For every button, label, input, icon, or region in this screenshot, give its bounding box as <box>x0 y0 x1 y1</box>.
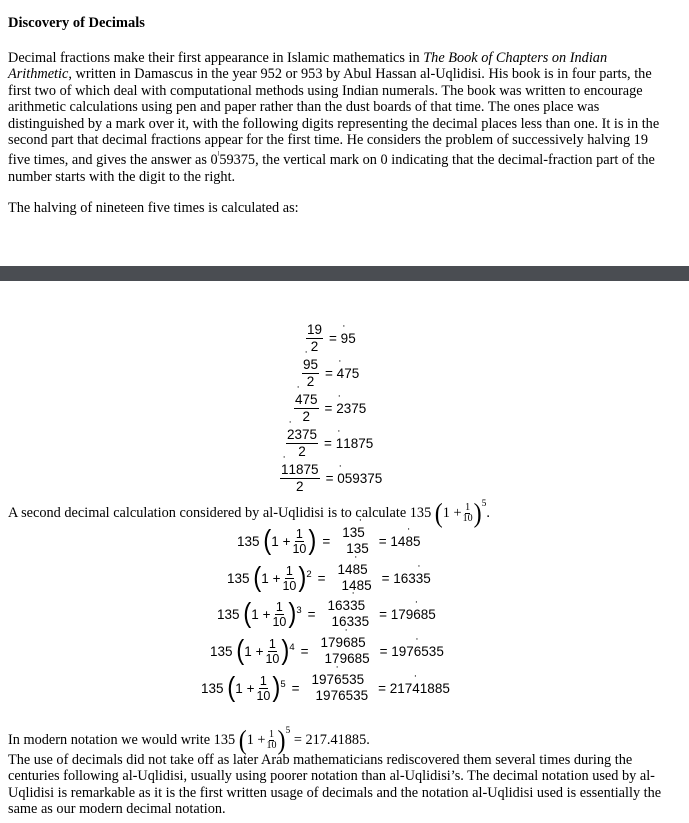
intro-text-1: Decimal fractions make their first appearance in Islamic mathematics in <box>8 50 424 66</box>
halving-denominator: 2 <box>310 339 319 354</box>
halving-result: = ˙ 95 <box>329 331 356 346</box>
base-value: 135 <box>227 570 250 586</box>
page-title: Discovery of Decimals <box>8 15 145 31</box>
close-paren: ) <box>272 671 281 703</box>
halving-fraction <box>286 427 318 460</box>
intro-paragraph <box>8 50 673 185</box>
halving-numerator: ˙ 475 <box>294 392 319 409</box>
halving-intro: The halving of nineteen five times is calculated as: <box>8 200 299 216</box>
one-tenth-fraction: $\frac{1}{10}$ <box>272 599 287 629</box>
compound-denominator: 179685 <box>324 651 370 666</box>
close-paren: ) <box>288 597 297 629</box>
closing-paragraph: The use of decimals did not take off as later Arab mathematicians rediscovered them several times during the centuries following al-Uqlidisi, usually using poorer notation than al-Uqlidisi’s. The decimal notation used by al-Uqlidisi is remarkable as it is the first written usage of decimals and the notation al-Uqlidisi used is essentially the same as our modern decimal notation. <box>8 752 662 818</box>
one-tenth-fraction: $\frac{1}{10}$ <box>282 563 297 593</box>
halving-step <box>280 462 382 495</box>
open-paren: ( <box>434 498 443 529</box>
base-value: 135 <box>237 533 260 549</box>
exponent: 5 <box>280 678 286 690</box>
halving-result: = ˙ 11875 <box>324 436 373 451</box>
compound-denominator: 1976535 <box>315 688 369 703</box>
compound-fraction <box>324 598 370 630</box>
halving-denominator: 2 <box>306 374 315 389</box>
one-tenth-fraction: $\frac{1}{10}$ <box>462 502 473 524</box>
book-title: The Book of Chapters on Indian Arithmetic <box>8 50 608 83</box>
modern-result: = 217.41885. <box>293 731 370 748</box>
halving-fraction <box>302 357 319 390</box>
separator-band <box>0 266 689 281</box>
compound-row <box>210 635 444 667</box>
one-plus: 1 + <box>235 680 255 696</box>
one-plus: 1 + <box>244 643 264 659</box>
modern-notation-line <box>8 725 370 756</box>
power-five: 5 <box>285 726 291 736</box>
halving-denominator: 2 <box>302 409 311 424</box>
halving-denominator: 2 <box>298 444 306 459</box>
equals-sign: = <box>317 570 326 586</box>
equals-sign: = <box>291 680 300 696</box>
compound-numerator: 179˙ 685 <box>320 635 367 651</box>
one-plus: 1 + <box>246 731 266 748</box>
answer-frac: 59375 <box>219 152 256 169</box>
equals-sign: = <box>322 533 331 549</box>
compound-fraction <box>338 525 369 557</box>
open-paren: ( <box>238 725 247 756</box>
base-value: 135 <box>201 680 224 696</box>
base-value: 135 <box>210 643 233 659</box>
equals-sign: = <box>300 643 309 659</box>
exponent: 2 <box>306 568 312 580</box>
compound-denominator: 1485 <box>341 578 372 593</box>
compound-row <box>237 525 420 557</box>
compound-result: = 14˙ 85 <box>379 534 421 549</box>
compound-result: = 163˙ 35 <box>382 571 431 586</box>
open-paren: ( <box>227 671 236 703</box>
halving-step <box>302 357 359 390</box>
halving-numerator: ˙ 95 <box>302 357 319 374</box>
one-tenth-fraction: $\frac{1}{10}$ <box>292 526 307 556</box>
one-tenth-fraction: $\frac{1}{10}$ <box>265 636 280 666</box>
close-paren: ) <box>281 634 290 666</box>
intro-text-2: , written in Damascus in the year 952 or 953 by Abul Hassan al-Uqlidisi. His book is in four parts, the first two of which deal with computational methods using Indian numerals. The book was written to encourage arithmetic calculations using pen and paper rather than the dust boards of that time. The ones place was distinguished by a mark over it, with the following digits representing the decimal places less than one. It is in the second part that decimal fractions appear for the first time. He considers the problem of successively halving 19 five times, and gives the answer as <box>8 66 660 169</box>
compound-numerator: 13˙ 5 <box>341 525 366 541</box>
one-tenth-fraction: $\frac{1}{10}$ <box>266 729 277 751</box>
one-plus: 1 + <box>251 606 271 622</box>
open-paren: ( <box>263 524 272 556</box>
halving-result: = ˙ 059375 <box>326 471 383 486</box>
close-paren: ) <box>298 561 307 593</box>
halving-step <box>286 427 373 460</box>
one-plus: 1 + <box>261 570 281 586</box>
answer-int: 0 <box>210 152 218 169</box>
second-calc-line: A second decimal calculation considered by al-Uqlidisi is to calculate 135 (1 + $\frac{1}{10}$ )$^5$. <box>8 498 490 529</box>
compound-fraction <box>308 672 369 704</box>
compound-result: = 197˙ 6535 <box>380 644 444 659</box>
halving-result: = ˙ 475 <box>325 366 359 381</box>
second-calc-text: A second decimal calculation considered by al-Uqlidisi is to calculate 135 <box>8 504 432 521</box>
base-value: 135 <box>217 606 240 622</box>
intro-text-3: , the vertical mark on 0 indicating that the decimal-fraction part of the number starts with the digit to the right. <box>8 152 655 185</box>
halving-numerator: ˙ 2375 <box>286 427 318 444</box>
one-tenth-fraction: $\frac{1}{10}$ <box>256 673 271 703</box>
modern-text: In modern notation we would write 135 <box>8 731 236 748</box>
close-paren: ) <box>277 725 286 756</box>
close-paren: ) <box>308 524 317 556</box>
one-plus: 1 + <box>442 504 462 521</box>
compound-numerator: 14˙ 85 <box>337 562 369 578</box>
compound-row <box>227 562 431 594</box>
halving-fraction <box>294 392 319 425</box>
halving-numerator: ˙ 11875 <box>280 462 320 479</box>
open-paren: ( <box>243 597 252 629</box>
compound-numerator: 197˙ 6535 <box>311 672 366 688</box>
open-paren: ( <box>236 634 245 666</box>
compound-denominator: 16335 <box>331 614 370 629</box>
answer-mark: ˡ <box>217 150 220 162</box>
exponent: 4 <box>289 641 295 653</box>
equals-sign: = <box>307 606 316 622</box>
halving-step <box>306 322 356 355</box>
compound-result: = 217˙ 41885 <box>378 681 450 696</box>
close-paren: ) <box>473 498 482 529</box>
halving-denominator: 2 <box>296 479 304 494</box>
halving-result: = ˙ 2375 <box>325 401 367 416</box>
open-paren: ( <box>253 561 262 593</box>
exponent: 3 <box>296 604 302 616</box>
one-plus: 1 + <box>271 533 291 549</box>
halving-fraction <box>280 462 320 495</box>
compound-row <box>201 672 450 704</box>
halving-numerator: 19 <box>307 322 323 337</box>
compound-numerator: 163˙ 35 <box>327 598 367 614</box>
compound-denominator: 135 <box>346 541 369 556</box>
compound-result: = 179˙ 685 <box>379 607 436 622</box>
power-five: 5 <box>481 499 487 509</box>
halving-step <box>294 392 366 425</box>
compound-row <box>217 598 436 630</box>
compound-fraction <box>317 635 370 667</box>
